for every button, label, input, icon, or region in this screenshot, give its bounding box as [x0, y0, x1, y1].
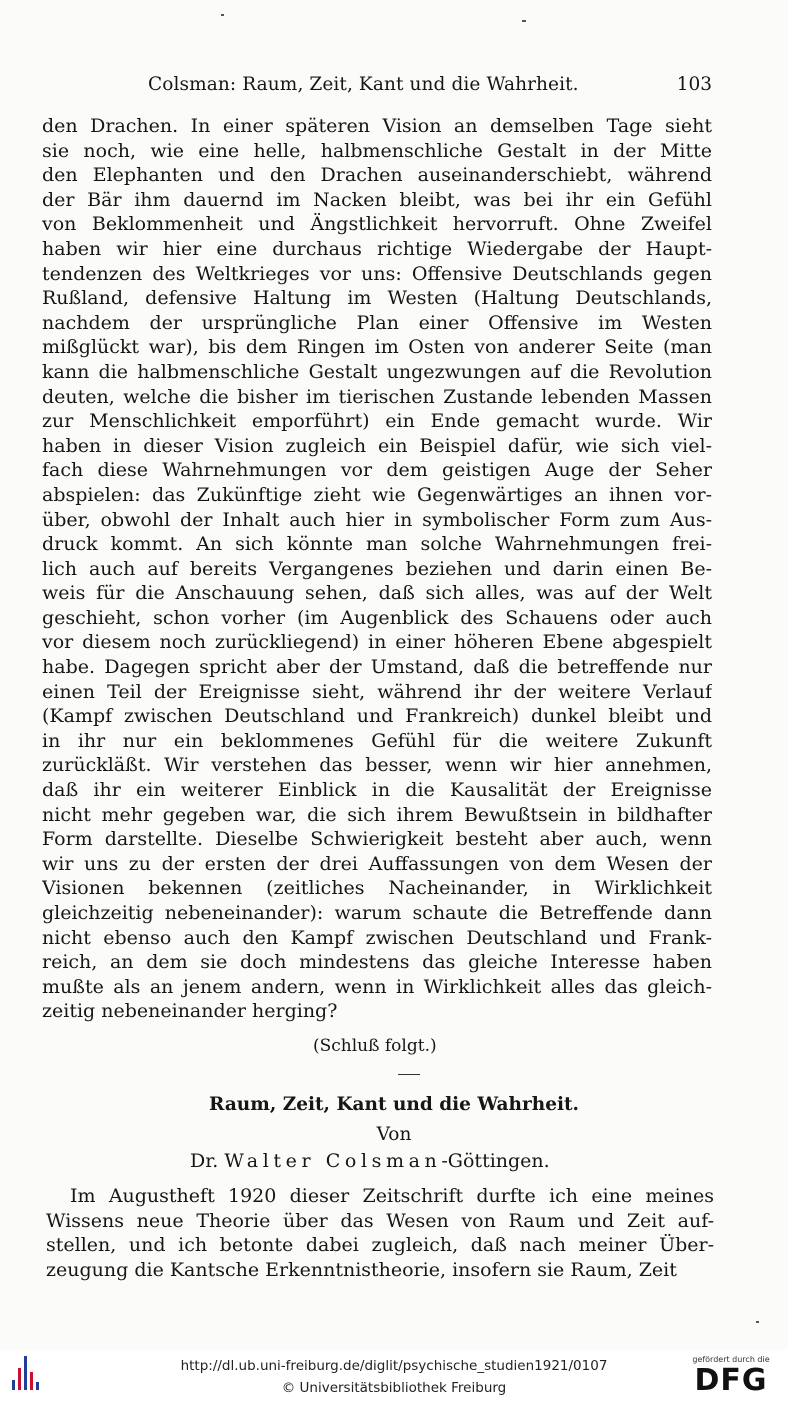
text-line: sie noch, wie eine helle, halbmenschliche Gestalt in der Mitte: [42, 139, 712, 162]
text-line: Form darstellte. Dieselbe Schwierigkeit besteht aber auch, wenn: [42, 828, 712, 851]
running-head: [40, 74, 712, 102]
text-line: in ihr nur ein beklommenes Gefühl für die weitere Zukunft: [42, 729, 712, 752]
author-prefix: Dr.: [190, 1150, 225, 1172]
text-line: daß ihr ein weiterer Einblick in die Kausalität der Ereignisse: [42, 779, 712, 802]
text-line: den Drachen. In einer späteren Vision an demselben Tage sieht: [42, 115, 712, 137]
scan-speck: [221, 14, 224, 16]
text-line: über, obwohl der Inhalt auch hier in symbolischer Form zum Aus-: [42, 508, 712, 531]
text-line: tendenzen des Weltkrieges vor uns: Offensive Deutschlands gegen: [42, 262, 712, 285]
scan-speck: [522, 20, 526, 22]
text-line: druck kommt. An sich könnte man solche Wahrnehmungen frei-: [42, 533, 712, 556]
text-line: nachdem der ursprüngliche Plan einer Offensive im Westen: [42, 311, 712, 334]
text-line: haben in dieser Vision zugleich ein Beispiel dafür, wie sich viel-: [42, 434, 712, 457]
text-line: Wissens neue Theorie über das Wesen von Raum und Zeit auf-: [46, 1209, 714, 1232]
text-line: stellen, und ich betonte dabei zugleich, daß nach meiner Über-: [46, 1234, 714, 1257]
text-line: geschieht, schon vorher (im Augenblick des Schauens oder auch: [42, 606, 712, 629]
text-line: abspielen: das Zukünftige zieht wie Gegenwärtiges an ihnen vor-: [42, 483, 712, 506]
text-line: habe. Dagegen spricht aber der Umstand, daß die betreffende nur: [42, 656, 712, 679]
permalink-url[interactable]: http://dl.ub.uni-freiburg.de/diglit/psychische_studien1921/0107: [180, 1358, 608, 1374]
author-place: -Göttingen.: [441, 1150, 550, 1172]
text-line: vor diesem noch zurückliegend) in einer höheren Ebene abgespielt: [42, 631, 712, 654]
text-line: weis für die Anschauung sehen, daß sich alles, was auf der Welt: [42, 582, 712, 605]
article-author: [190, 1150, 550, 1172]
text-line: der Bär ihm dauernd im Nacken bleibt, was bei ihr ein Gefühl: [42, 188, 712, 211]
text-line: nicht mehr gegeben war, die sich ihrem Bewußtsein in bildhafter: [42, 803, 712, 826]
text-line: wir uns zu der ersten der drei Auffassungen von dem Wesen der: [42, 852, 712, 875]
text-line: (Kampf zwischen Deutschland und Frankreich) dunkel bleibt und: [42, 705, 712, 728]
text-line: kann die halbmenschliche Gestalt ungezwungen auf die Revolution: [42, 360, 712, 383]
author-name: Walter Colsman: [224, 1150, 442, 1172]
text-line: mißglückt war), bis dem Ringen im Osten von anderer Seite (man: [42, 336, 712, 359]
text-line: Visionen bekennen (zeitliches Nacheinander, in Wirklichkeit: [42, 877, 712, 900]
text-line: zur Menschlichkeit emporführt) ein Ende gemacht wurde. Wir: [42, 410, 712, 433]
text-line: Im Augustheft 1920 dieser Zeitschrift durfte ich eine meines: [70, 1185, 714, 1207]
article-byline-von: Von: [376, 1124, 412, 1145]
article-title: Raum, Zeit, Kant und die Wahrheit.: [209, 1094, 579, 1115]
scan-speck: [756, 1321, 759, 1323]
article-body: [46, 1184, 714, 1282]
text-line: reich, an dem sie doch mindestens das gleiche Interesse haben: [42, 951, 712, 974]
text-line: gleichzeitig nebeneinander): warum schaute die Betreffende dann: [42, 902, 712, 924]
text-line: den Elephanten und den Drachen auseinanderschiebt, während: [42, 164, 712, 187]
text-line: einen Teil der Ereignisse sieht, während ihr der weitere Verlauf: [42, 680, 712, 703]
text-line: von Beklommenheit und Ängstlichkeit hervorruft. Ohne Zweifel: [42, 213, 712, 236]
text-line: zeitig nebeneinander herging?: [42, 1000, 338, 1023]
running-head-title: Colsman: Raum, Zeit, Kant und die Wahrheit.: [148, 74, 579, 95]
text-line: Rußland, defensive Haltung im Westen (Haltung Deutschlands,: [42, 287, 712, 310]
text-line: deuten, welche die bisher im tierischen Zustande lebenden Massen: [42, 385, 712, 408]
viewer-footer: [0, 1350, 788, 1404]
section-divider: [398, 1074, 420, 1075]
dfg-logo-icon[interactable]: DFG: [694, 1363, 768, 1398]
text-line: nicht ebenso auch den Kampf zwischen Deutschland und Frank-: [42, 926, 712, 949]
text-line: haben wir hier eine durchaus richtige Wiedergabe der Haupt-: [42, 237, 712, 260]
copyright-text: © Universitätsbibliothek Freiburg: [281, 1380, 507, 1396]
text-line: mußte als an jenem andern, wenn in Wirklichkeit alles das gleich-: [42, 975, 712, 998]
text-line: lich auch auf bereits Vergangenes beziehen und darin einen Be-: [42, 557, 712, 580]
continued-note: (Schluß folgt.): [313, 1036, 437, 1056]
text-line: fach diese Wahrnehmungen vor dem geistigen Auge der Seher: [42, 459, 712, 482]
body-text: [42, 114, 712, 1024]
dfg-tagline: gefördert durch die: [692, 1355, 770, 1364]
text-line: zeugung die Kantsche Erkenntnistheorie, insofern sie Raum, Zeit: [46, 1258, 677, 1281]
text-line: zurückläßt. Wir verstehen das besser, wenn wir hier annehmen,: [42, 754, 712, 777]
page-number: 103: [676, 74, 712, 95]
